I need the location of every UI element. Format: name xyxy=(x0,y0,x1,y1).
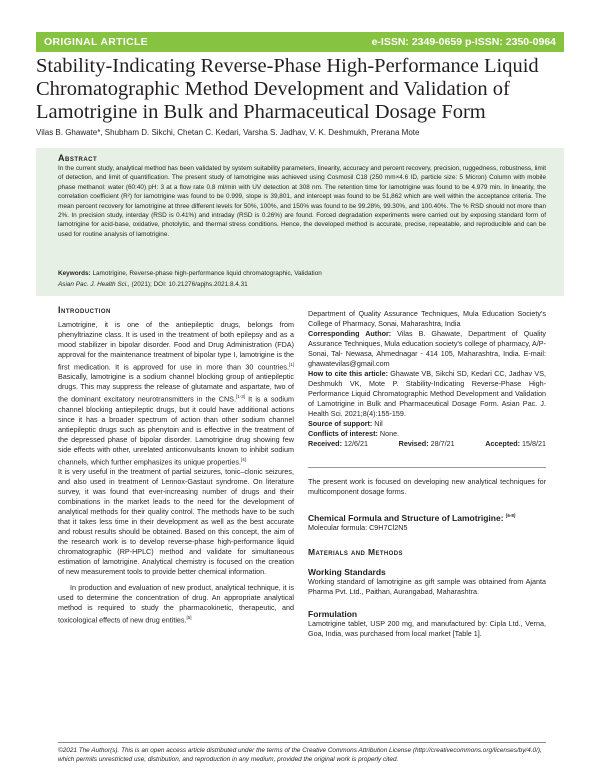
intro-paragraph-2: It is very useful in the treatment of partial seizures, tonic–clonic seizures, and also used in treatment of Lennox-Gastaut syndrome. On literature survey, it was found that ever-increasing number of drugs and their combinations in the market leads to the need for the development of analytical methods for their quality control. The methods have to be such that it takes less time in their development as well as the best accurate and robust results should be obtained. Based on this concept, the aim of the research work is to develop reverse-phase high-performance liquid chromatographic (RP-HPLC) method and validate for simultaneous estimation of lamotrigine. Analytical chemistry is focused on the creation of new measurement tools to provide better chemical information. xyxy=(58,467,294,577)
citation-journal: Asian Pac. J. Health Sci., xyxy=(58,281,130,288)
issn: e-ISSN: 2349-0659 p-ISSN: 2350-0964 xyxy=(371,36,556,48)
right-body xyxy=(308,477,546,639)
intro-p3-text: In production and evaluation of new product, analytical technique, it is used to determine the concentration of drug. An appropriate analytical method is required to study the pharmacokinetic, therapeutic, and toxicological effects of new drug entities. xyxy=(58,583,294,625)
right-paragraph-1: The present work is focused on developing new analytical techniques for multicomponent dosage forms. xyxy=(308,477,546,496)
keywords-label: Keywords: xyxy=(58,270,91,277)
abstract-text: In the current study, analytical method has been validated by system suitability parameters, linearity, accuracy and percent recovery, precision, ruggedness, robustness, limit of detection, and limit of quantification. The present study of lamotrigine was achieved using Cosmosil C18 (250 mm×4.6 ID, particle size: 5 Micron) Column with mobile phase methanol: water (60:40) pH: 3 at a flow rate 0.8 ml/min with UV detection at 308 nm. The retention time for lamotrigine was found to be 4.979 min. In linearity, the correlation coefficient (R²) for lamotrigine was found to be 0.999, slope is 39,801, and intercept was found to be 51,862 which are well within the acceptance criteria. The mean percent recovery for lamotrigine at three different levels for 50%, 100%, and 150% was found to be 99.28%, 99.30%, and 100.40%. The % RSD should not more than 2%. In precision study, interday (RSD is 0.41%) and intraday (RSD is 0.26%) are found. Forced degradation experiments were carried out by exposing standard form of lamotrigine for acid-base, oxidative, photolytic, and thermal stress conditions. Hence, the developed method is accurate, precise, repeatable, and reproducible and can be used for routine analysis of lamotrigine. xyxy=(58,165,546,238)
conflicts xyxy=(308,429,546,439)
article-type: ORIGINAL ARTICLE xyxy=(44,36,148,48)
accepted-date xyxy=(485,439,546,449)
authors: Vilas B. Ghawate*, Shubham D. Sikchi, Chetan C. Kedari, Varsha S. Jadhav, V. K. Deshmukh, Prerana Mote xyxy=(36,128,420,137)
molecular-formula: Molecular formula: C9H7Cl2N5 xyxy=(308,522,408,532)
citation-line xyxy=(58,281,248,288)
cite-label: How to cite this article: xyxy=(308,369,388,378)
source-of-support xyxy=(308,419,546,429)
footer-divider xyxy=(58,742,546,743)
working-standards-text: Working standard of lamotrigine as gift sample was obtained from Ajanta Pharma Pvt. Ltd., Paithan, Aurangabad, Maharashtra. xyxy=(308,576,546,596)
abstract-heading: Abstract xyxy=(58,153,98,163)
intro-p1-part-a: Lamotrigine, it is one of the antiepileptic drugs, belongs from phenyltriazine class. It is used in the treatment of both epilepsy and as a mood stabilizer in bipolar disorder. Food and Drug Administration (FDA) approval for the maintenance treatment of bipolar type I, lamotrigine is the first medication. It is approved for use in more than 30 countries. xyxy=(58,320,294,372)
paper-title: Stability-Indicating Reverse-Phase High-Performance Liquid Chromatographic Method Development and Validation of Lamotrigine in Bulk and Pharmaceutical Dosage Form xyxy=(36,55,539,123)
chem-ref: [6-8] xyxy=(505,513,516,518)
formulation-heading: Formulation xyxy=(308,608,358,619)
received-label: Received: xyxy=(308,439,342,448)
ref-4: [5] xyxy=(186,615,192,621)
metadata-divider xyxy=(308,467,546,468)
working-standards-heading: Working Standards xyxy=(308,566,386,577)
conflict-text: None. xyxy=(377,429,400,438)
revised-date xyxy=(399,439,455,449)
received-value: 12/6/21 xyxy=(343,439,368,448)
support-label: Source of support: xyxy=(308,419,373,428)
chem-heading xyxy=(308,511,546,523)
license-footer: ©2021 The Author(s). This is an open access article distributed under the terms of the Creative Commons Attribution License (http://creativecommons.org/licenses/by/4.0/), which permits unrestricted use, distribution, and reproduction in any medium, provided the original work is properly cited. xyxy=(58,747,542,763)
accepted-label: Accepted: xyxy=(485,439,520,448)
ref-3: [4] xyxy=(240,456,246,462)
ref-1: [1] xyxy=(288,362,294,367)
cite-text: Ghawate VB, Sikchi SD, Kedari CC, Jadhav VS, Deshmukh VK, Mote P. Stability-Indicating Reverse-Phase High-Performance Liquid Chromatographic Method Development and Validation of Lamotrigine in Bulk and Pharmaceutical Dosage Form. Asian Pac. J. Health Sci. 2021;8(4):155-159. xyxy=(308,369,546,418)
intro-heading: Introduction xyxy=(58,305,111,315)
keywords-text: Lamotrigine, Reverse-phase high-performance liquid chromatographic, Validation xyxy=(92,270,322,277)
received-date xyxy=(308,439,368,449)
corr-text: Vilas B. Ghawate, Department of Quality Assurance Techniques, Mula education society's college of pharmacy, A/P- Sonai, Tal- Newasa, Ahmednagar - 414 105, Maharashtra, India. E-mail: ghawatevilas@gmail.com xyxy=(308,329,546,368)
support-text: Nil xyxy=(372,419,383,428)
ref-2: [1-3] xyxy=(235,394,245,400)
formulation-text: Lamotrigine tablet, USP 200 mg, and manufactured by: Cipla Ltd., Verna, Goa, India, was purchased from local market [Table 1]. xyxy=(308,618,546,638)
right-column xyxy=(308,309,546,449)
intro-paragraph-1 xyxy=(58,320,294,467)
left-column xyxy=(58,320,294,626)
chem-heading-text: Chemical Formula and Structure of Lamotrigine: xyxy=(308,512,504,523)
intro-p1-part-c: It is a sodium channel blocking antiepileptic drugs, but it could have additional actions since it has a broader spectrum of action than other sodium channel antiepileptic drugs such as phenytoin and is effective in the treatment of the depressed phase of bipolar disorder. Lamotrigine drug showing few side effects with other, unrelated anticonvulsants known to inhibit sodium channels, which further emphasizes its unique properties. xyxy=(58,394,295,467)
revised-label: Revised: xyxy=(398,439,429,448)
intro-paragraph-3 xyxy=(58,583,294,625)
intro-p1-part-b: Basically, lamotrigine is a sodium channel blocking group of antiepileptic drugs. This may suppress the release of glutamate and aspartate, two of the dominant excitatory neurotransmitters in the CNS. xyxy=(58,372,294,404)
accepted-value: 15/8/21 xyxy=(522,439,546,448)
affiliation: Department of Quality Assurance Techniques, Mula Education Society's College of Pharmacy, Sonai, Maharashtra, India xyxy=(308,309,546,328)
dates-row xyxy=(308,439,546,449)
materials-heading: Materials and Methods xyxy=(308,546,403,557)
keywords xyxy=(58,270,546,277)
revised-value: 28/7/21 xyxy=(430,439,455,448)
corresponding-author xyxy=(308,329,546,369)
how-to-cite xyxy=(308,369,546,419)
citation-doi: (2021); DOI: 10.21276/apjhs.2021.8.4.31 xyxy=(131,281,248,288)
corr-label: Corresponding Author: xyxy=(308,329,392,338)
conflict-label: Conflicts of interest: xyxy=(308,429,378,438)
